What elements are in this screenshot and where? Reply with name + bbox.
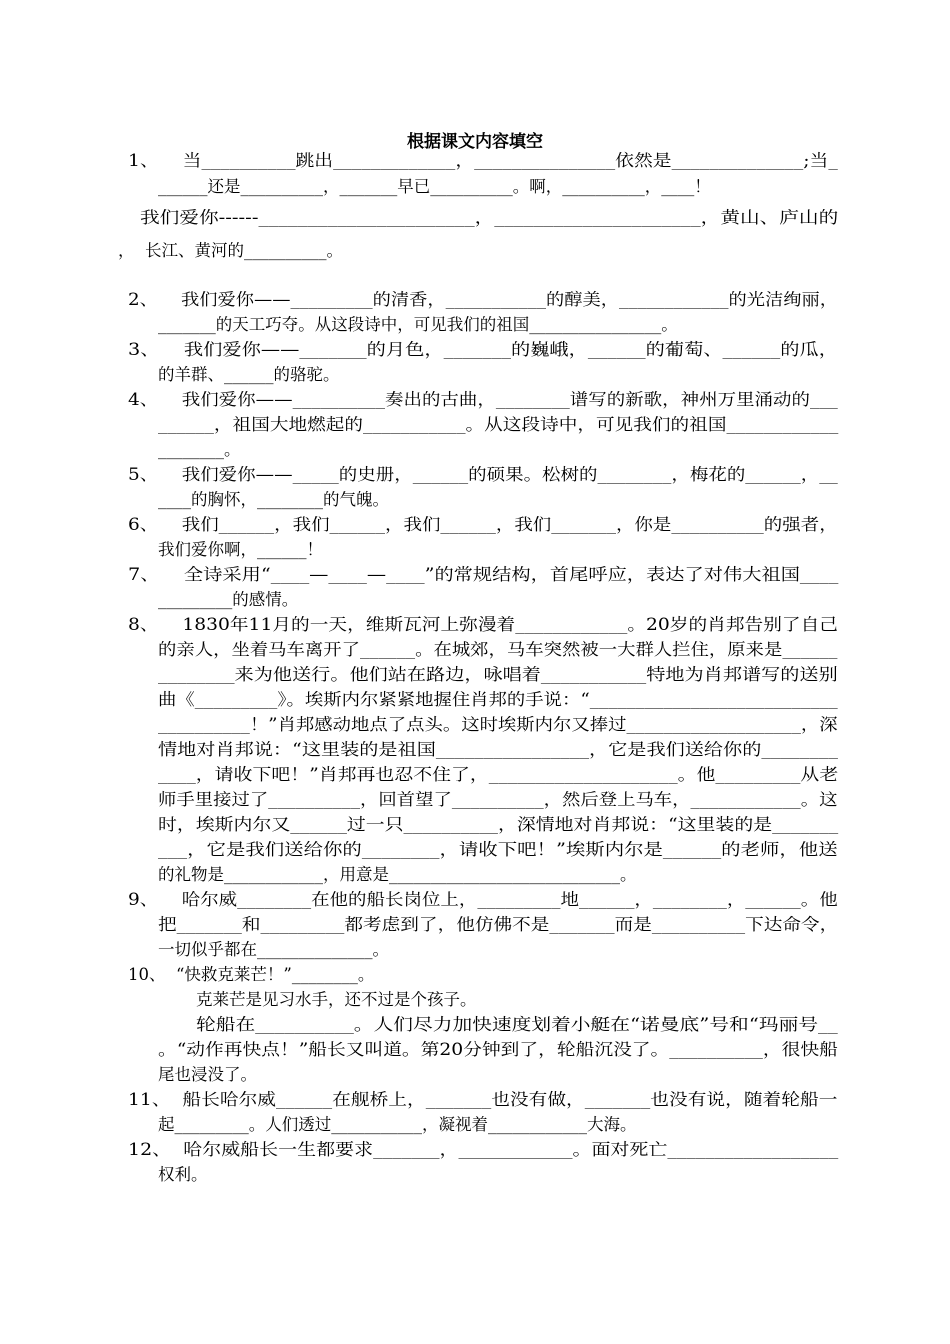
question-line: 克莱芒是见习水手，还不过是个孩子。 (196, 990, 477, 1009)
question-line: 曲《_________》。埃斯内尔紧紧地握住肖邦的手说：“___________________________ (158, 690, 838, 709)
question-line: 把_______和_________都考虑到了，他仿佛不是_______而是__________下达命令， (158, 915, 839, 934)
question-line: 尾也浸没了。 (158, 1065, 257, 1084)
question-line: 1、 当__________跳出_____________，_______________依然是______________;当_ (128, 151, 838, 170)
question-line: _______的天工巧夺。从这段诗中，可见我们的祖国________________。 (158, 315, 678, 334)
question-line: 5、 我们爱你——_____的史册，______的硕果。松树的________，梅花的______，__ (128, 465, 838, 484)
question-line: ______还是__________，_______早已__________。啊，__________，____！ (158, 177, 711, 196)
question-line: _________的感情。 (158, 590, 299, 609)
question-line: 。“动作再快点！”船长又叫道。第20分钟到了，轮船沉没了。__________，很快船 (158, 1040, 838, 1059)
question-line: 的礼物是____________，用意是____________________________。 (158, 865, 637, 884)
question-line: 权利。 (158, 1165, 208, 1184)
question-line: 师手里接过了__________，回首望了__________，然后登上马车，____________。这 (158, 790, 838, 809)
question-line: 4、 我们爱你——__________奏出的古曲，________谱写的新歌，神州万里涌动的___ (128, 390, 838, 409)
question-line: 我们爱你啊，______！ (158, 540, 323, 559)
question-line: 起_________。人们透过___________，凝视着____________大海。 (158, 1115, 637, 1134)
question-line: 时，埃斯内尔又______过一只__________，深情地对肖邦说：“这里装的是_______ (158, 815, 839, 834)
question-line: __________！”肖邦感动地点了点头。这时埃斯内尔又捧过___________________，深 (158, 715, 838, 734)
question-line: ________。 (158, 440, 241, 459)
question-line: 12、 哈尔威船长一生都要求_______，____________。面对死亡__________________ (128, 1140, 839, 1159)
question-line: 11、 船长哈尔威______在舰桥上，_______也没有做，_______也没有说，随着轮船一 (128, 1090, 838, 1109)
question-line: 一切似乎都在______________。 (158, 940, 389, 959)
question-line: 3、 我们爱你——_______的月色，_______的巍峨，______的葡萄、______的瓜， (128, 340, 838, 359)
question-line: 9、 哈尔威________在他的船长岗位上，_________地______，________，______。他 (128, 890, 838, 909)
question-line: 轮船在__________。人们尽力加快速度划着小艇在“诺曼底”号和“玛丽号__ (196, 1015, 838, 1034)
question-line: 6、 我们______，我们______，我们______，我们_______，你是__________的强者， (128, 515, 838, 534)
question-line: ____的胸怀，________的气魄。 (158, 490, 389, 509)
question-line: 8、 1830年11月的一天，维斯瓦河上弥漫着____________。20岁的肖邦告别了自己 (128, 615, 838, 634)
page-title: 根据课文内容填空 (407, 132, 543, 152)
question-line: ______，祖国大地燃起的___________。从这段诗中，可见我们的祖国____________ (158, 415, 839, 434)
question-line: 10、 “快救克莱芒！”________。 (128, 965, 375, 984)
question-line: ， 长江、黄河的__________。 (118, 241, 343, 260)
question-line: ____，请收下吧！”肖邦再也忍不住了，____________________。他_________从老 (158, 765, 839, 784)
question-line: 情地对肖邦说：“这里装的是祖国________________，它是我们送给你的________ (158, 740, 838, 759)
question-line: ________来为他送行。他们站在路边，咏唱着___________特地为肖邦谱写的送别 (158, 665, 838, 684)
question-line: ___，它是我们送给你的________，请收下吧！”埃斯内尔是______的老师，他送 (158, 840, 838, 859)
question-line: 7、 全诗采用“____—____—____”的常规结构，首尾呼应，表达了对伟大祖国____ (128, 565, 839, 584)
question-line: 2、 我们爱你——_________的清香，___________的醇美，____________的光洁绚丽， (128, 290, 838, 309)
question-line: 我们爱你------______________________，_____________________，黄山、庐山的 (140, 208, 839, 227)
question-line: 的羊群、______的骆驼。 (158, 365, 340, 384)
question-line: 的亲人，坐着马车离开了______。在城郊，马车突然被一大群人拦住，原来是______ (158, 640, 838, 659)
